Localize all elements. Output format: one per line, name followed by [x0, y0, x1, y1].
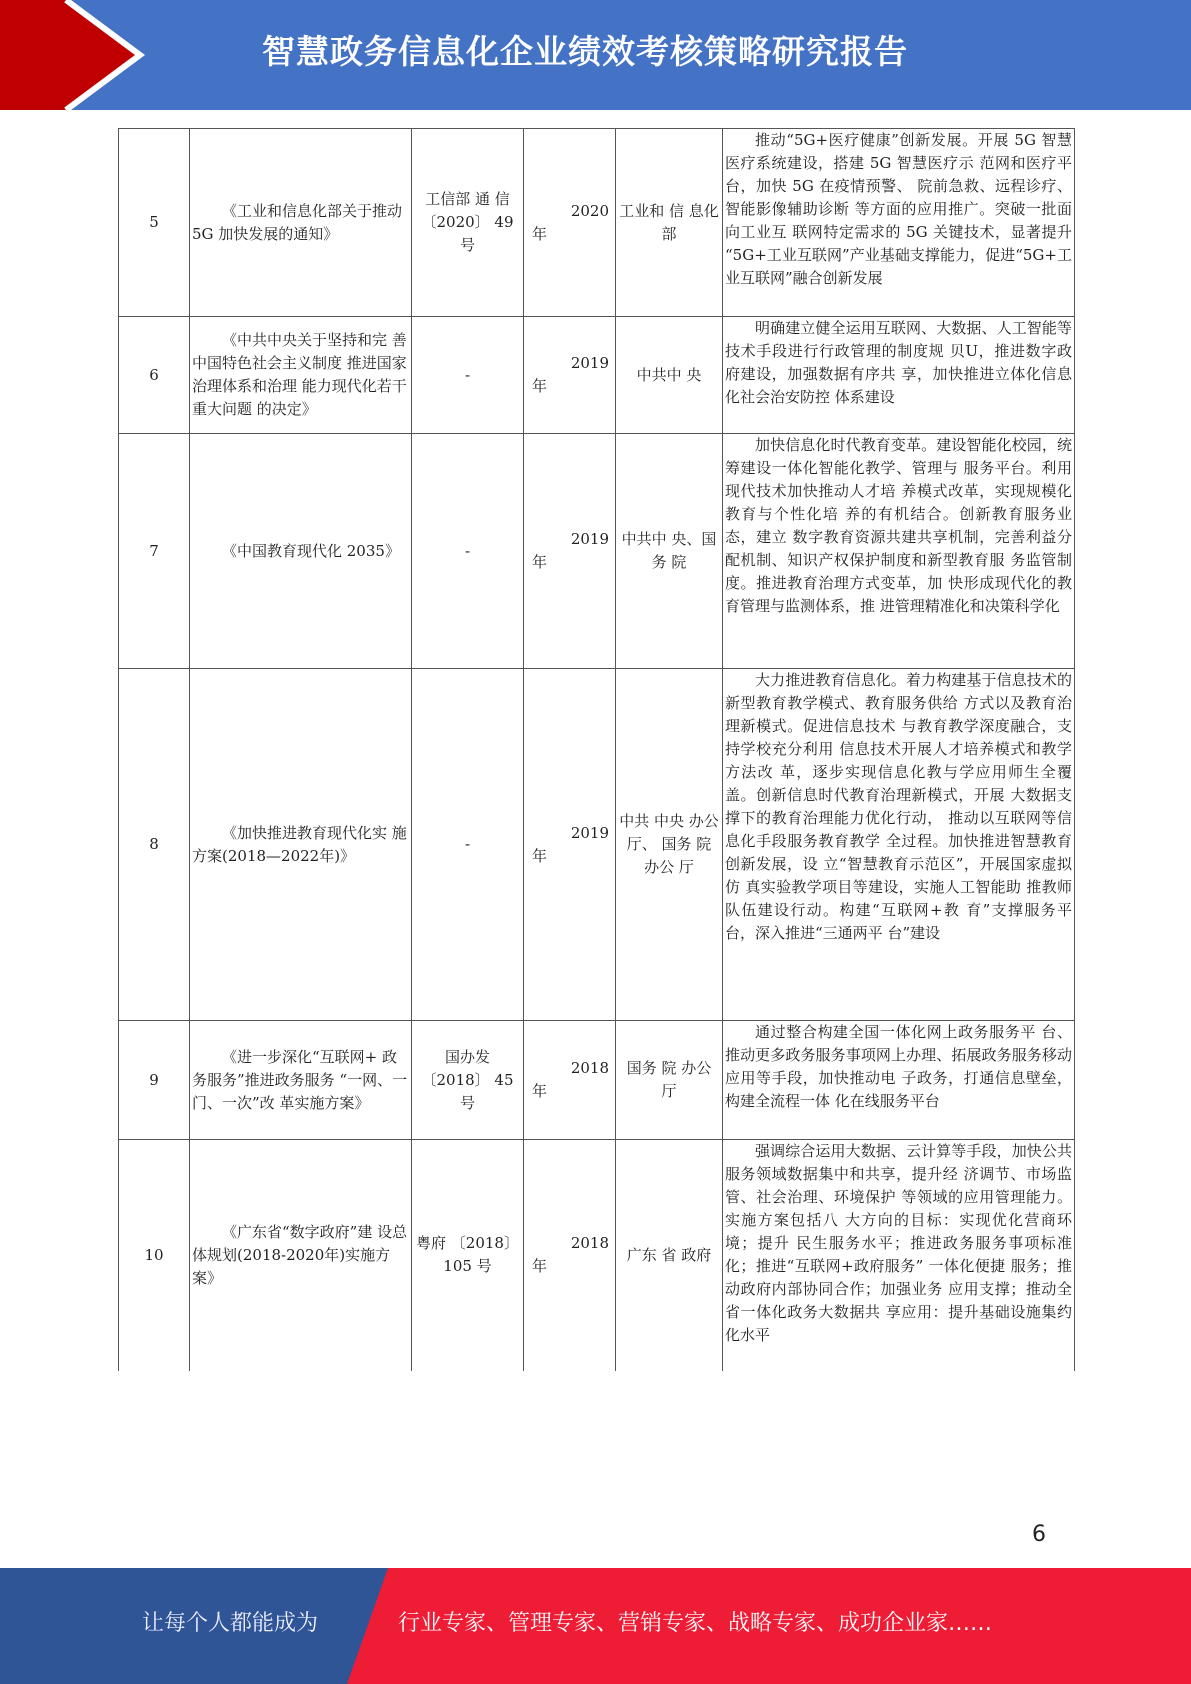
- year-value: 2019: [570, 354, 609, 372]
- issue-year: [524, 434, 616, 669]
- report-title: 智慧政务信息化企业绩效考核策略研究报告: [262, 32, 908, 71]
- issuing-authority: 广东 省 政府: [616, 1140, 723, 1371]
- document-number: 粤府 〔2018〕 105 号: [412, 1140, 524, 1371]
- issue-year: [524, 669, 616, 1021]
- row-number: 6: [119, 317, 190, 434]
- row-number: 5: [119, 129, 190, 317]
- row-number: 8: [119, 669, 190, 1021]
- document-number: -: [412, 669, 524, 1021]
- page-number: 6: [1032, 1522, 1046, 1547]
- table-row: [119, 129, 1075, 317]
- year-value: 2020: [570, 201, 609, 220]
- issuing-authority: 国务 院 办公 厅: [616, 1021, 723, 1140]
- issuing-authority: 中共中 央: [616, 317, 723, 434]
- policy-content: 加快信息化时代教育变革。建设智能化校园，统筹建设一体化智能化教学、管理与 服务平台。利用现代技术加快推动人才培 养模式改革，实现规模化教育与个性化培 养的有机结合。创新教育服务业态，建立 数字教育资源共建共享机制，完善利益分 配机制、知识产权保护制度和新型教育服 务监管制度。推进教育治理方式变革，加 快形成现代化的教育管理与监测体系，推 进管理精准化和决策科学化: [723, 434, 1075, 669]
- document-number: -: [412, 434, 524, 669]
- table-row: [119, 669, 1075, 1021]
- issue-year: [524, 317, 616, 434]
- footer-slogan-right: 行业专家、管理专家、营销专家、战略专家、成功企业家……: [398, 1611, 993, 1636]
- header-arrow-decoration: [0, 0, 160, 110]
- document-number: 工信部 通 信 〔2020〕 49 号: [412, 129, 524, 317]
- policy-name: 《加快推进教育现代化实 施方案(2018—2022年)》: [190, 669, 412, 1021]
- policy-name: 《工业和信息化部关于推动 5G 加快发展的通知》: [190, 129, 412, 317]
- table-row: [119, 1140, 1075, 1371]
- document-number: 国办发 〔2018〕 45 号: [412, 1021, 524, 1140]
- issue-year: [524, 1021, 616, 1140]
- year-value: 2018: [570, 1234, 609, 1253]
- policy-content: 大力推进教育信息化。着力构建基于信息技术的新型教育教学模式、教育服务供给 方式以及教育治理新模式。促进信息技术 与教育教学深度融合，支持学校充分利用 信息技术开展人才培养模式和教学方法改 革，逐步实现信息化教与学应用师生全覆 盖。创新信息时代教育治理新模式，开展 大数据支撑下的教育治理能力优化行动， 推动以互联网等信息化手段服务教育教学 全过程。加快推进智慧教育创新发展，设 立“智慧教育示范区”，开展国家虚拟仿 真实验教学项目等建设，实施人工智能助 推教师队伍建设行动。构建“互联网+教 育”支撑服务平台，深入推进“三通两平 台”建设: [723, 669, 1075, 1021]
- table-row: [119, 434, 1075, 669]
- policy-name: 《广东省“数字政府”建 设总体规划(2018-2020年)实施方案》: [190, 1140, 412, 1371]
- policy-content: 通过整合构建全国一体化网上政务服务平 台、推动更多政务服务事项网上办理、拓展政务服务移动应用等手段，加快推动电 子政务，打通信息壁垒，构建全流程一体 化在线服务平台: [723, 1021, 1075, 1140]
- issuing-authority: 中共 中央 办公 厅、 国务 院 办公 厅: [616, 669, 723, 1021]
- policy-name: 《进一步深化“互联网+ 政务服务”推进政务服务 “一网、一门、一次”改 革实施方案》: [190, 1021, 412, 1140]
- table-row: [119, 1021, 1075, 1140]
- issue-year: [524, 1140, 616, 1371]
- policy-name: 《中国教育现代化 2035》: [190, 434, 412, 669]
- footer-slogan-left: 让每个人都能成为: [142, 1611, 319, 1636]
- page-header: [0, 0, 1191, 110]
- year-unit: 年: [532, 224, 548, 243]
- policy-table: [118, 128, 1075, 1371]
- year-unit: 年: [532, 1257, 548, 1276]
- issuing-authority: 工业和 信 息化部: [616, 129, 723, 317]
- year-unit: 年: [532, 377, 548, 395]
- page-footer: [0, 1568, 1191, 1684]
- year-unit: 年: [532, 1082, 548, 1100]
- year-value: 2019: [570, 530, 609, 548]
- row-number: 10: [119, 1140, 190, 1371]
- policy-content: 强调综合运用大数据、云计算等手段，加快公共服务领域数据集中和共享，提升经 济调节、市场监管、社会治理、环境保护 等领域的应用管理能力。实施方案包括八 大方向的目标：实现优化营商环境；提升 民生服务水平；推进政务服务事项标准 化；推进“互联网+政府服务” 一体化便捷 服务；推动政府内部协同合作；加强业务 应用支撑；推动全省一体化政务大数据共 享应用：提升基础设施集约化水平: [723, 1140, 1075, 1371]
- policy-content: 推动“5G+医疗健康”创新发展。开展 5G 智慧医疗系统建设，搭建 5G 智慧医疗示 范网和医疗平台，加快 5G 在疫情预警、 院前急救、远程诊疗、智能影像辅助诊断 等方面的应用推广。突破一批面向工业互 联网特定需求的 5G 关键技术，显著提升 “5G+工业互联网”产业基础支撑能力，促进“5G+工业互联网”融合创新发展: [723, 129, 1075, 317]
- row-number: 9: [119, 1021, 190, 1140]
- policy-content: 明确建立健全运用互联网、大数据、人工智能等技术手段进行行政管理的制度规 贝U，推进数字政府建设，加强数据有序共 享，加快推进立体化信息化社会治安防控 体系建设: [723, 317, 1075, 434]
- row-number: 7: [119, 434, 190, 669]
- year-unit: 年: [532, 553, 548, 571]
- document-number: -: [412, 317, 524, 434]
- year-value: 2018: [570, 1059, 609, 1077]
- issue-year: [524, 129, 616, 317]
- issuing-authority: 中共中 央、国务 院: [616, 434, 723, 669]
- year-unit: 年: [532, 846, 548, 865]
- year-value: 2019: [570, 823, 609, 842]
- table-row: [119, 317, 1075, 434]
- policy-name: 《中共中央关于坚持和完 善中国特色社会主义制度 推进国家治理体系和治理 能力现代化若干重大问题 的决定》: [190, 317, 412, 434]
